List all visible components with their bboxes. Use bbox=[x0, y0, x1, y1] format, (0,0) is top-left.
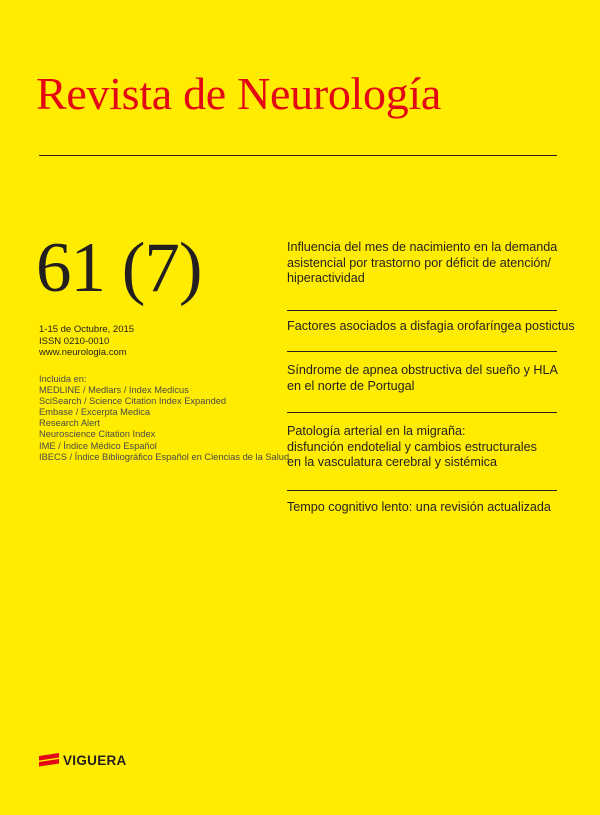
issue-date: 1-15 de Octubre, 2015 bbox=[39, 324, 135, 335]
indexing-item: Embase / Excerpta Medica bbox=[39, 407, 151, 418]
article-divider bbox=[287, 310, 557, 311]
article-divider bbox=[287, 412, 557, 413]
article-title-3: Síndrome de apnea obstructiva del sueño y HLA en el norte de Portugal bbox=[287, 363, 558, 393]
viguera-logo-icon bbox=[39, 753, 59, 767]
indexing-item: MEDLINE / Medlars / Index Medicus bbox=[39, 385, 189, 396]
indexing-list bbox=[39, 374, 289, 463]
article-title-1: Influencia del mes de nacimiento en la demanda asistencial por trastorno por déficit de atención/ hiperactividad bbox=[287, 240, 558, 285]
indexing-item: IBECS / Índice Bibliográfico Español en Ciencias de la Salud bbox=[39, 451, 290, 462]
issue-meta bbox=[39, 324, 134, 359]
article-title-2: Factores asociados a disfagia orofaríngea postictus bbox=[287, 319, 575, 333]
indexing-item: SciSearch / Science Citation Index Expanded bbox=[39, 396, 227, 407]
title-divider bbox=[39, 155, 557, 156]
issue-number: 61 (7) bbox=[36, 229, 202, 307]
article-title-5: Tempo cognitivo lento: una revisión actualizada bbox=[287, 500, 551, 514]
issn: ISSN 0210-0010 bbox=[39, 335, 110, 347]
publisher bbox=[39, 751, 127, 769]
indexing-item: IME / Índice Médico Español bbox=[39, 440, 157, 451]
indexing-heading: Incluida en: bbox=[39, 374, 87, 384]
article-divider bbox=[287, 351, 557, 352]
indexing-item: Research Alert bbox=[39, 418, 100, 429]
website: www.neurologia.com bbox=[39, 347, 127, 358]
journal-title: Revista de Neurología bbox=[36, 68, 442, 119]
indexing-item: Neuroscience Citation Index bbox=[39, 429, 156, 440]
article-title-4: Patología arterial en la migraña: disfunción endotelial y cambios estructurales en la vasculatura cerebral y sistémica bbox=[287, 424, 537, 469]
publisher-name: VIGUERA bbox=[63, 752, 127, 768]
article-divider bbox=[287, 490, 557, 491]
